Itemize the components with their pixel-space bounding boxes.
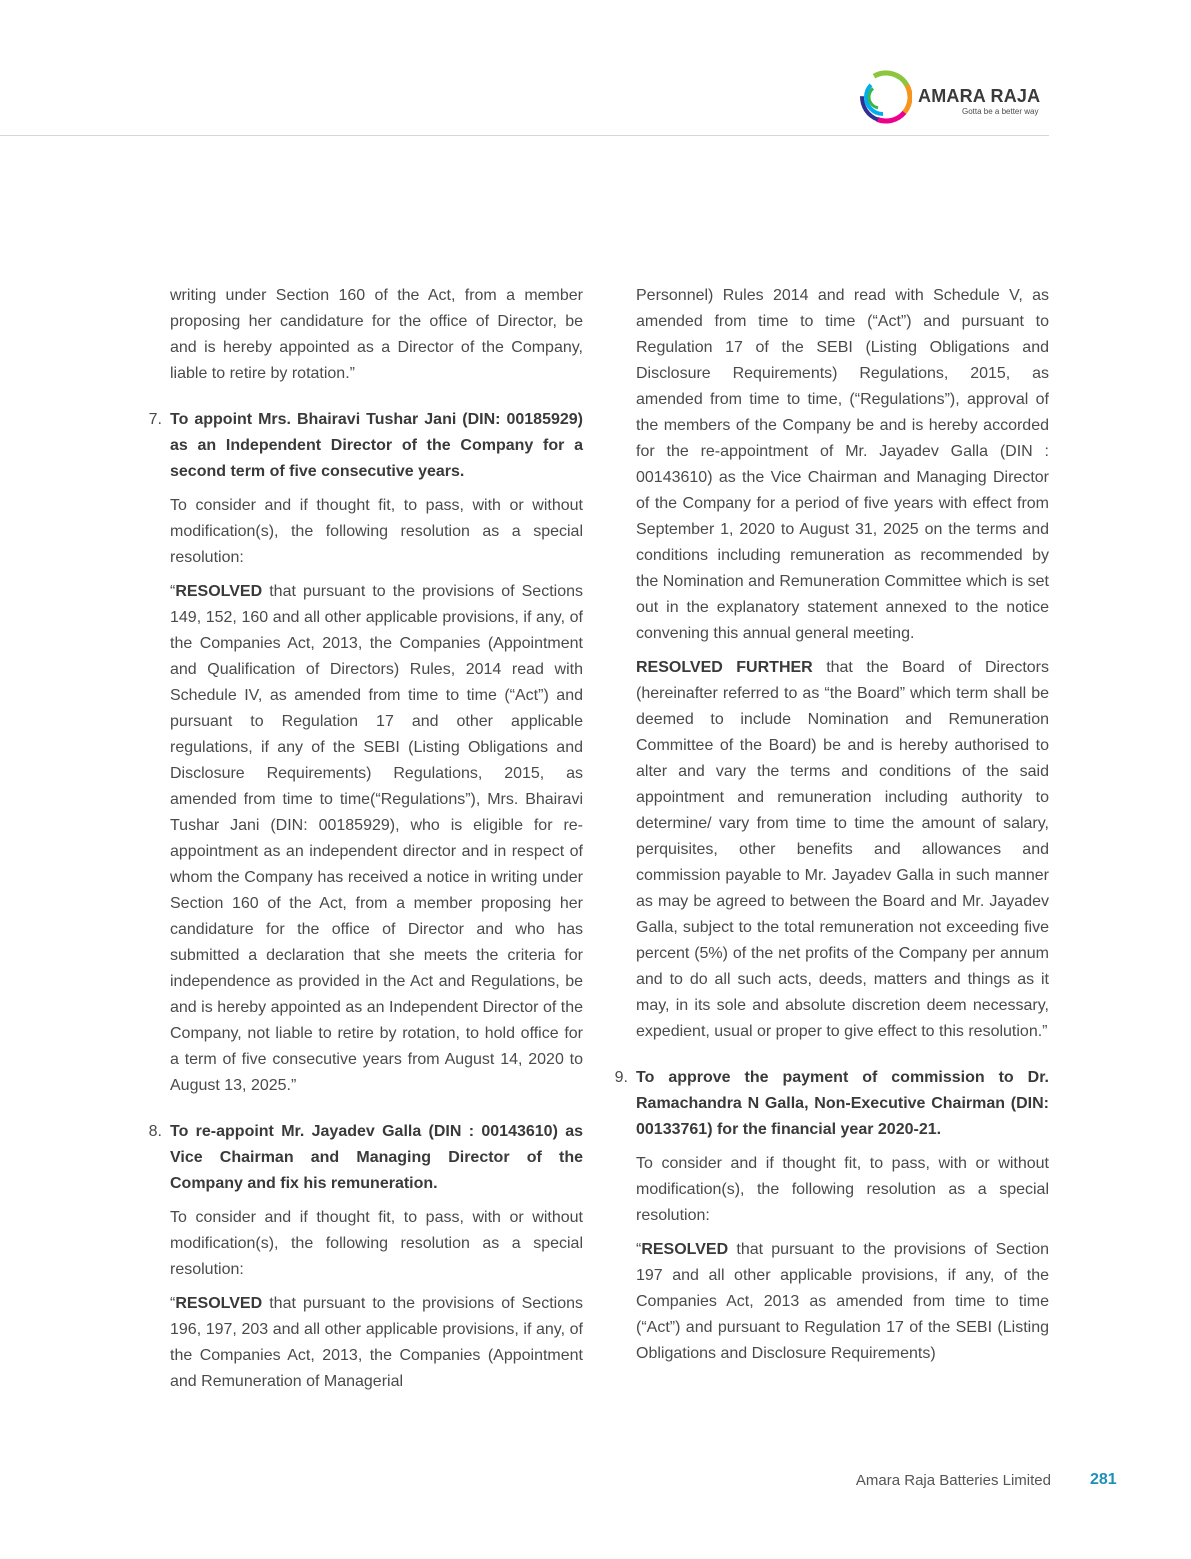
item-number: 9. xyxy=(614,1069,628,1086)
item-heading: To appoint Mrs. Bhairavi Tushar Jani (DIN: 00185929) as an Independent Director of the Company for a second term of five consecutive years. xyxy=(170,411,583,480)
left-column xyxy=(148,283,583,1395)
agenda-item-7 xyxy=(148,407,583,1099)
continued-paragraph: writing under Section 160 of the Act, from a member proposing her candidature for the office of Director, be and is hereby appointed as a Director of the Company, liable to retire by rotation.” xyxy=(170,287,583,382)
company-logo xyxy=(858,70,1053,124)
item-intro: To consider and if thought fit, to pass, with or without modification(s), the following resolution as a special resolution: xyxy=(170,497,583,566)
item-intro: To consider and if thought fit, to pass, with or without modification(s), the following resolution as a special resolution: xyxy=(170,1209,583,1278)
resolved-further-paragraph xyxy=(636,655,1049,1045)
item-intro: To consider and if thought fit, to pass, with or without modification(s), the following resolution as a special resolution: xyxy=(636,1155,1049,1224)
item-number: 7. xyxy=(148,411,162,428)
header-divider xyxy=(0,135,1049,136)
resolution-text: that pursuant to the provisions of Sections 196, 197, 203 and all other applicable provisions, if any, of the Companies Act, 2013, the Companies (Appointment and Remuneration of Managerial xyxy=(170,1295,583,1390)
item-resolution: “RESOLVED that pursuant to the provisions of Sections 196, 197, 203 and all other applicable provisions, if any, of the Companies Act, 2013, the Companies (Appointment and Remuneration of Managerial xyxy=(170,1295,583,1390)
item-resolution: “RESOLVED that pursuant to the provisions of Section 197 and all other applicable provisions, if any, of the Companies Act, 2013 as amended from time to time (“Act”) and pursuant to Regulation 17 of the SEBI (Listing Obligations and Disclosure Requirements) xyxy=(636,1241,1049,1362)
logo-name: AMARA RAJA xyxy=(918,86,1041,106)
right-column xyxy=(614,283,1050,1367)
resolution-text: that pursuant to the provisions of Sections 149, 152, 160 and all other applicable provisions, if any, of the Companies Act, 2013, the Companies (Appointment and Qualification of Directors) Rules, 2014 read with Schedule IV, as amended from time to time (“Act”) and pursuant to Regulation 17 and other applicable regulations, if any of the SEBI (Listing Obligations and Disclosure Requirements) Regulations, 2015, as amended from time to time(“Regulations”), Mrs. Bhairavi Tushar Jani (DIN: 00185929), who is eligible for re-appointment as an independent director and in respect of whom the Company has received a notice in writing under Section 160 of the Act, from a member proposing her candidature for the office of Director and who has submitted a declaration that she meets the criteria for independence as provided in the Act and Regulations, be and is hereby appointed as an Independent Director of the Company, not liable to retire by rotation, to hold office for a term of five consecutive years from August 14, 2020 to August 13, 2025.” xyxy=(170,583,583,1094)
item-heading: To re-appoint Mr. Jayadev Galla (DIN : 00143610) as Vice Chairman and Managing Director of the Company and fix his remuneration. xyxy=(170,1123,583,1192)
resolution-text: that pursuant to the provisions of Section 197 and all other applicable provisions, if any, of the Companies Act, 2013 as amended from time to time (“Act”) and pursuant to Regulation 17 of the SEBI (Listing Obligations and Disclosure Requirements) xyxy=(636,1241,1049,1362)
resolved-further-text: that the Board of Directors (hereinafter referred to as “the Board” which term shall be deemed to include Nomination and Remuneration Committee of the Board) be and is hereby authorised to alter and vary the terms and conditions of the said appointment and remuneration including authority to determine/ vary from time to time the amount of salary, perquisites, other benefits and allowances and commission payable to Mr. Jayadev Galla in such manner as may be agreed to between the Board and Mr. Jayadev Galla, subject to the total remuneration not exceeding five percent (5%) of the net profits of the Company per annum and to do all such acts, deeds, matters and things as it may, in its sole and absolute discretion deem necessary, expedient, usual or proper to give effect to this resolution.” xyxy=(636,659,1050,1040)
resolved-keyword: RESOLVED xyxy=(175,1295,263,1312)
item-number: 8. xyxy=(148,1123,162,1140)
item-heading: To approve the payment of commission to Dr. Ramachandra N Galla, Non-Executive Chairman (DIN: 00133761) for the financial year 2020-21. xyxy=(636,1069,1049,1138)
resolved-keyword: RESOLVED xyxy=(641,1241,729,1258)
item-resolution: “RESOLVED that pursuant to the provisions of Sections 149, 152, 160 and all other applicable provisions, if any, of the Companies Act, 2013, the Companies (Appointment and Qualification of Directors) Rules, 2014 read with Schedule IV, as amended from time to time (“Act”) and pursuant to Regulation 17 and other applicable regulations, if any of the SEBI (Listing Obligations and Disclosure Requirements) Regulations, 2015, as amended from time to time(“Regulations”), Mrs. Bhairavi Tushar Jani (DIN: 00185929), who is eligible for re-appointment as an independent director and in respect of whom the Company has received a notice in writing under Section 160 of the Act, from a member proposing her candidature for the office of Director and who has submitted a declaration that she meets the criteria for independence as provided in the Act and Regulations, be and is hereby appointed as an Independent Director of the Company, not liable to retire by rotation, to hold office for a term of five consecutive years from August 14, 2020 to August 13, 2025.” xyxy=(170,583,583,1094)
resolved-further-keyword: RESOLVED FURTHER xyxy=(636,659,813,676)
continued-paragraph: Personnel) Rules 2014 and read with Schedule V, as amended from time to time (“Act”) and pursuant to Regulation 17 of the SEBI (Listing Obligations and Disclosure Requirements) Regulations, 2015, as amended from time to time, (“Regulations”), approval of the members of the Company be and is hereby accorded for the re-appointment of Mr. Jayadev Galla (DIN : 00143610) as the Vice Chairman and Managing Director of the Company for a period of five years with effect from September 1, 2020 to August 31, 2025 on the terms and conditions including remuneration as recommended by the Nomination and Remuneration Committee which is set out in the explanatory statement annexed to the notice convening this annual general meeting. xyxy=(636,287,1049,642)
logo-tagline: Gotta be a better way xyxy=(962,107,1039,116)
agenda-item-9 xyxy=(614,1065,1049,1367)
resolved-keyword: RESOLVED xyxy=(175,583,263,600)
footer-company-name: Amara Raja Batteries Limited xyxy=(855,1472,1051,1489)
page-number: 281 xyxy=(1090,1471,1117,1488)
agenda-item-8 xyxy=(148,1119,583,1395)
logo-swirl-icon xyxy=(858,70,912,124)
